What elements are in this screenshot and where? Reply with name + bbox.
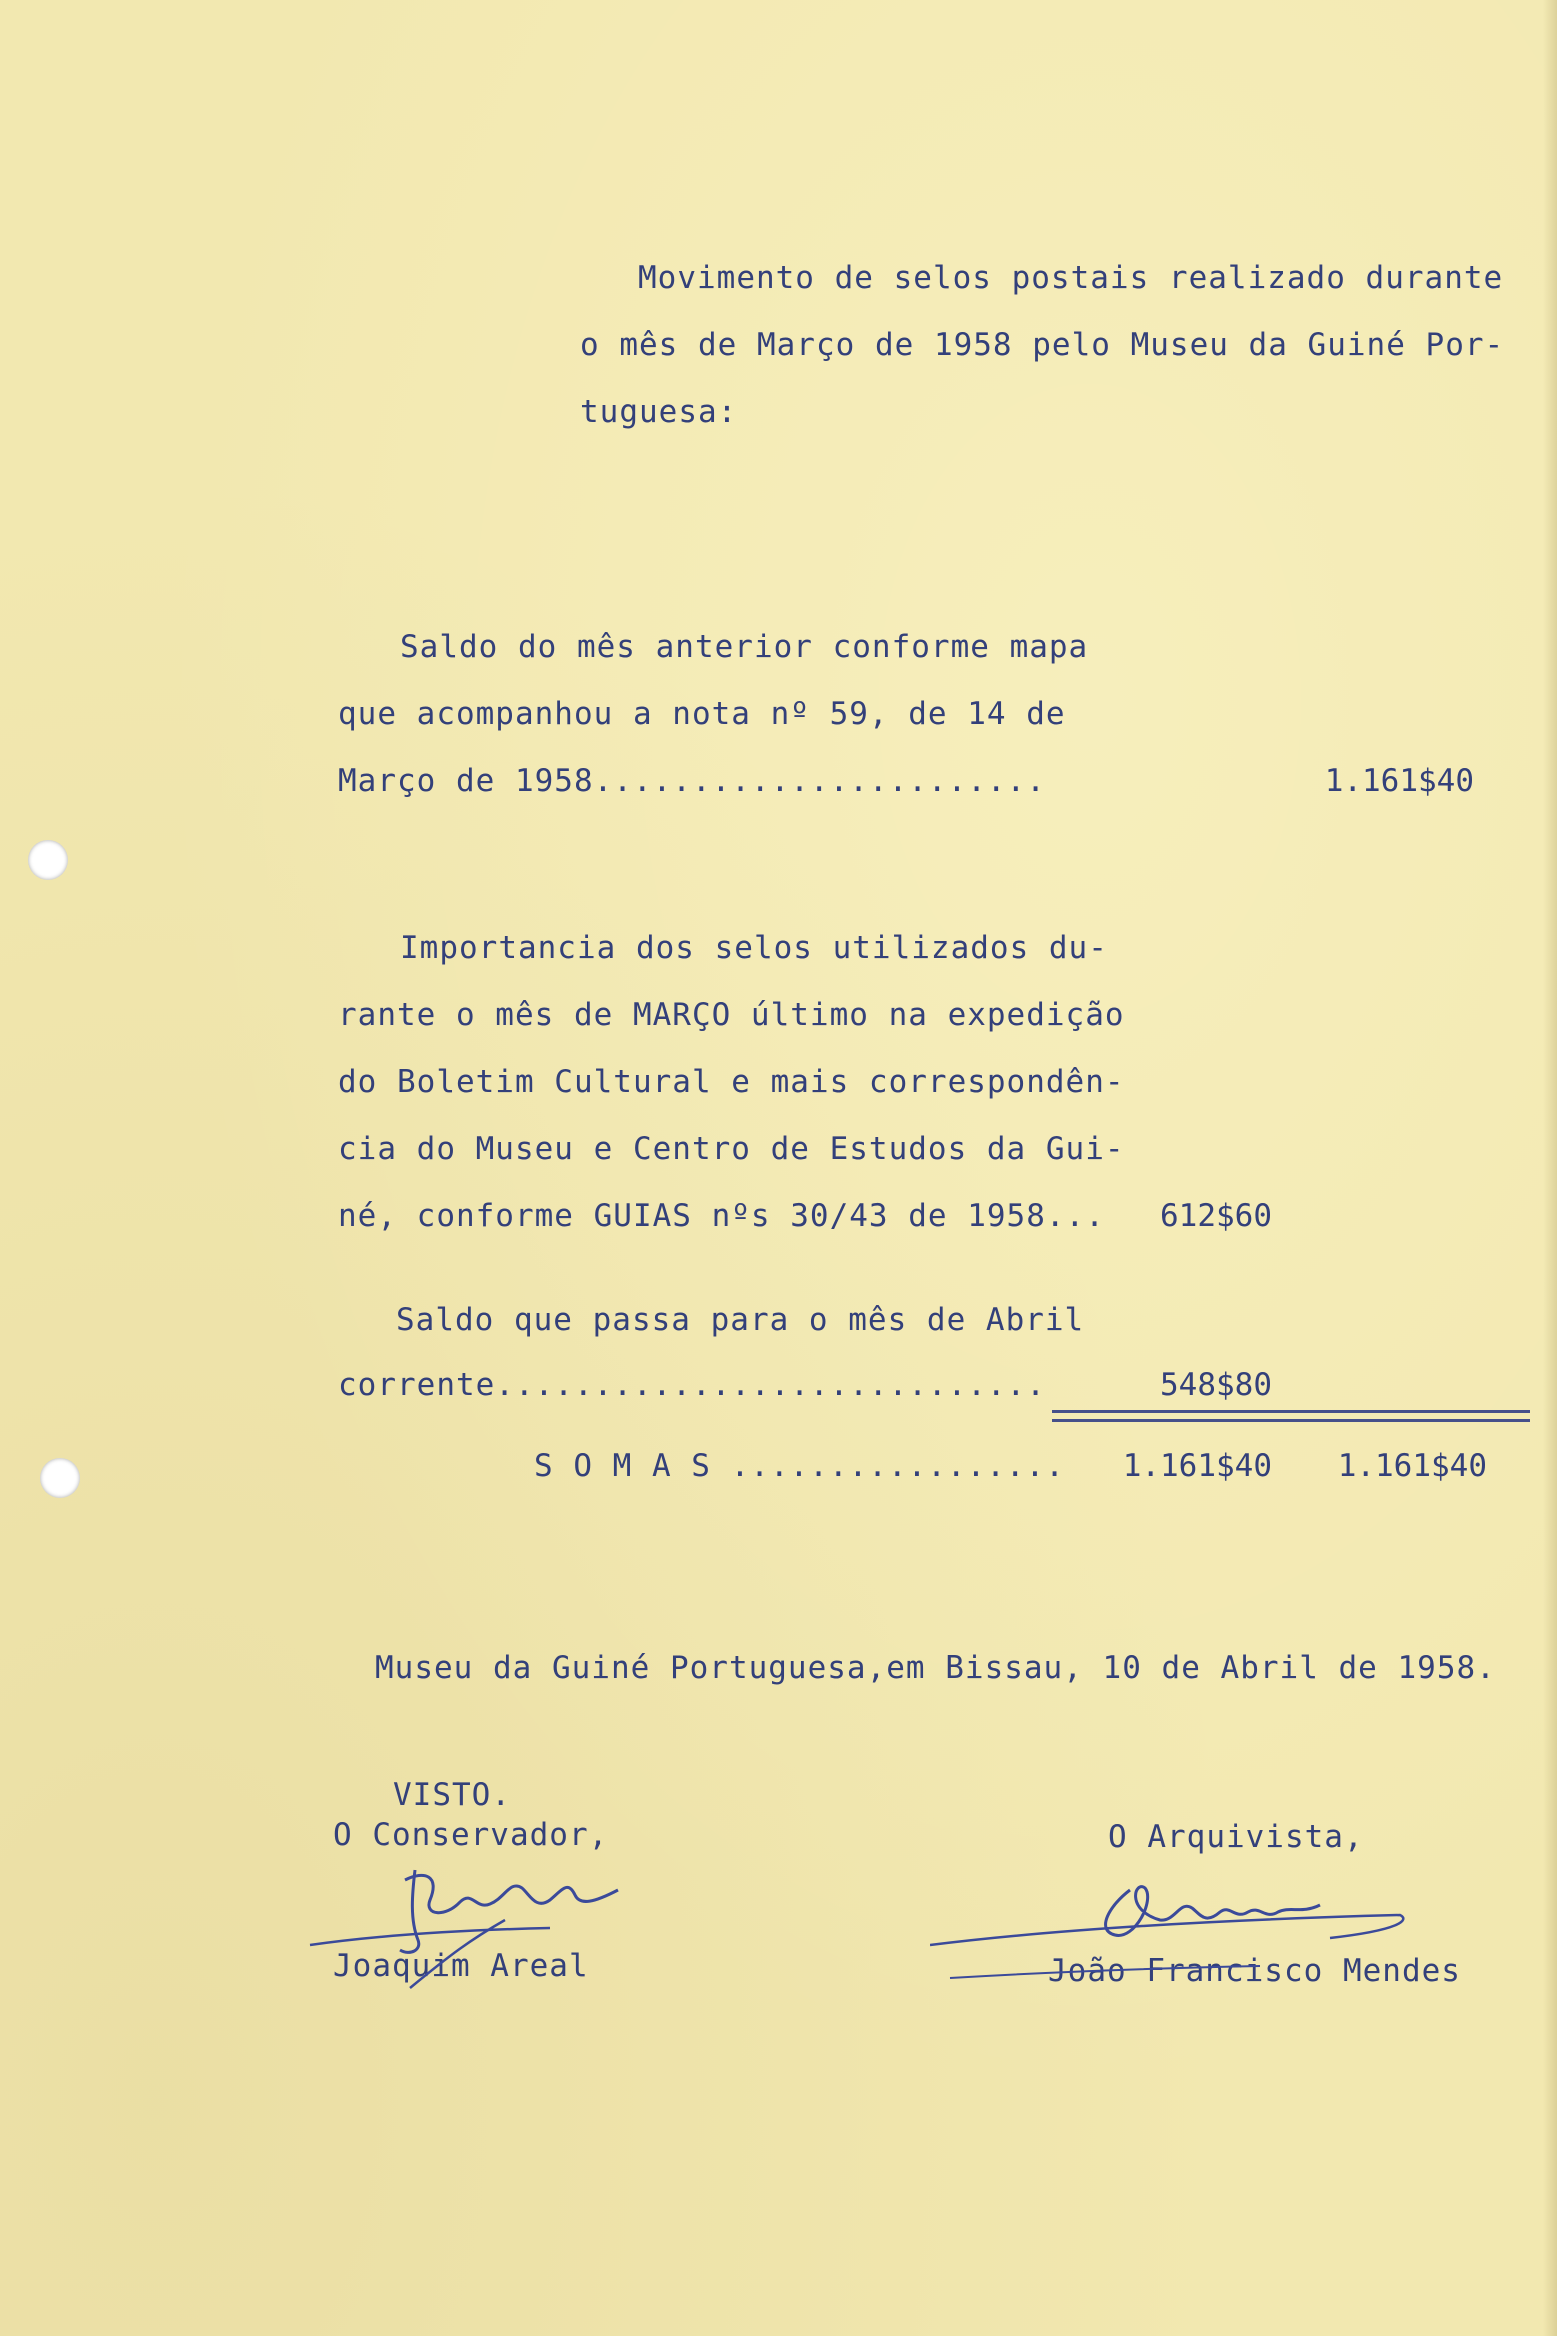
entry2-line-3: do Boletim Cultural e mais correspondên-: [338, 1064, 1125, 1100]
title-line-3: tuguesa:: [580, 394, 738, 430]
entry3-line-2: corrente............................: [338, 1367, 1046, 1403]
entry1-line-2: que acompanhou a nota nº 59, de 14 de: [338, 696, 1066, 732]
total-rule-top: [1052, 1410, 1530, 1413]
entry1-line-3: Março de 1958.......................: [338, 763, 1046, 799]
punch-hole-bottom: [40, 1458, 80, 1498]
conservador-name: Joaquim Areal: [333, 1948, 589, 1984]
entry2-line-1: Importancia dos selos utilizados du-: [400, 930, 1108, 966]
arquivista-signature: [930, 1850, 1430, 1990]
entry3-line-1: Saldo que passa para o mês de Abril: [396, 1302, 1085, 1338]
conservador-signature: [300, 1840, 630, 1990]
title-line-2: o mês de Março de 1958 pelo Museu da Guiné Por-: [580, 327, 1505, 363]
arquivista-name: João Francisco Mendes: [1048, 1953, 1461, 1989]
totals-amount-right: 1.161$40: [1337, 1448, 1487, 1484]
entry2-line-4: cia do Museu e Centro de Estudos da Gui-: [338, 1131, 1125, 1167]
visto-label: VISTO.: [393, 1777, 511, 1813]
arquivista-role: O Arquivista,: [1108, 1819, 1364, 1855]
punch-hole-top: [28, 840, 68, 880]
paper-edge: [1543, 0, 1557, 2336]
conservador-role: O Conservador,: [333, 1817, 609, 1853]
total-rule-bottom: [1052, 1419, 1530, 1422]
entry1-line-1: Saldo do mês anterior conforme mapa: [400, 629, 1089, 665]
title-line-1: Movimento de selos postais realizado durante: [638, 260, 1504, 296]
entry2-line-5: né, conforme GUIAS nºs 30/43 de 1958...: [338, 1198, 1105, 1234]
entry3-amount: 548$80: [1160, 1367, 1272, 1403]
place-date: Museu da Guiné Portuguesa,em Bissau, 10 de Abril de 1958.: [375, 1650, 1496, 1686]
totals-amount-middle: 1.161$40: [1122, 1448, 1272, 1484]
totals-label: S O M A S .................: [534, 1448, 1065, 1484]
entry2-amount: 612$60: [1160, 1198, 1272, 1234]
entry2-line-2: rante o mês de MARÇO último na expedição: [338, 997, 1125, 1033]
entry1-amount: 1.161$40: [1324, 763, 1474, 799]
